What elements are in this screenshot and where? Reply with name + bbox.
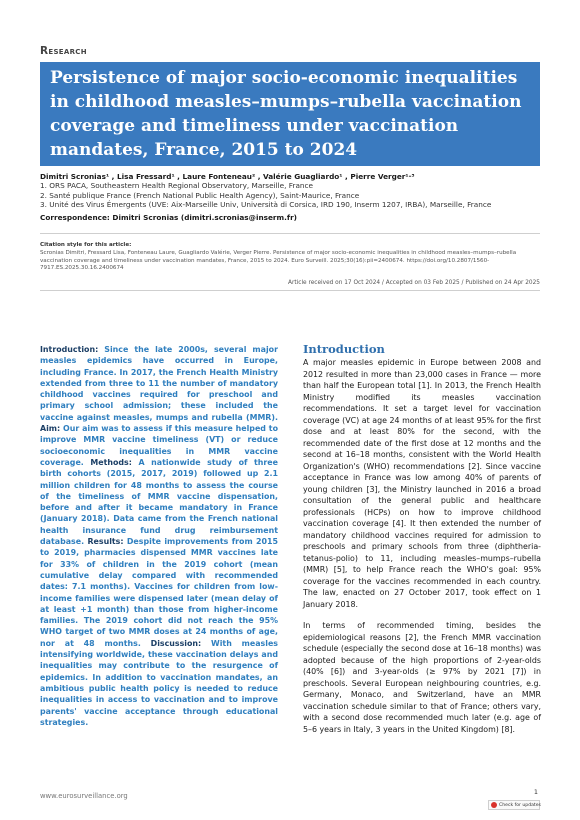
abstract-results-label: Results: xyxy=(87,537,124,547)
citation-heading: Citation style for this article: xyxy=(40,242,132,248)
divider xyxy=(40,233,540,234)
abstract-introduction-text: Since the late 2000s, several major measles epidemics have occurred in Europe, including France. In 2017, the French Health Ministry extended from three to 11 the number of mandatory childhood vaccines required for preschool and primary school admission; these included the vaccine against measles, mumps and rubella (MMR). xyxy=(40,345,278,422)
abstract-methods-text: A nationwide study of three birth cohorts (2015, 2017, 2019) followed up 2.1 million children for 48 months to assess the course of the timeliness of MMR vaccine dispensation, before and after it became mandatory in France (January 2018). Data came from the French national health insurance fund drug reimbursement database. xyxy=(40,457,278,547)
introduction-heading: Introduction xyxy=(303,342,385,356)
abstract-discussion-text: With measles intensifying worldwide, these vaccination delays and inequalities may contribute to the resurgence of epidemics. In addition to vaccination mandates, an ambitious public health policy is needed to reduce inequalities in access to vaccination and to improve parents' vaccine acceptance through educational strategies. xyxy=(40,638,278,727)
affiliation-3: 3. Unité des Virus Émergents (UVE: Aix-Marseille Univ, Università di Corsica, IRD 190, Inserm 1207, IRBA), Marseille, France xyxy=(40,200,492,209)
abstract-discussion-label: Discussion: xyxy=(150,638,202,648)
introduction-paragraph-2: In terms of recommended timing, besides the epidemiological reasons [2], the French MMR vaccination schedule (especially the second dose at 16–18 months) was adopted because of the high proportions of 2-year-olds (40% [6]) and 3-year-olds (≥ 97% by 2021 [7]) in preschools. Several European neighbouring countries, e.g. Germany, Monaco, and Switzerland, have an MMR vaccination schedule similar to that of France; others vary, with a second dose recommended much later (e.g. age of 5–6 years in Italy, 3 years in the United Kingdom) [8]. xyxy=(303,621,541,734)
affiliation-list xyxy=(40,181,491,210)
footer-url-link[interactable]: www.eurosurveillance.org xyxy=(40,792,128,800)
introduction-paragraph-1: A major measles epidemic in Europe between 2008 and 2012 resulted in more than 23,000 cases in France — more than half the European total [1]. In 2013, the French Health Ministry modified its measles vaccination recommendations. It set a target level for vaccination coverage (VC) at age 24 months of at least 95% for the first dose and at least 80% for the second, with the recommended date of the first dose at 12 months and the second at 16–18 months, consistent with the World Health Organization's (WHO) recommendations [2]. Since vaccine acceptance in France was low among 40% of parents of young children [3], the Ministry launched in 2016 a broad consultation of the general public and healthcare professionals (HCPs) on how to improve childhood vaccination coverage [4]. It then extended the number of mandatory childhood vaccines required for admission to preschools and primary schools from three (diphtheria-tetanus-polio) to 11, including measles–mumps–rubella (MMR) [5], to help France reach the WHO's goal: 95% coverage for the vaccines recommended in each country. The law, enacted on 27 October 2017, took effect on 1 January 2018. xyxy=(303,358,541,609)
section-label: Research xyxy=(40,45,87,57)
check-for-updates-label: Check for updates xyxy=(499,802,541,808)
affiliation-2: 2. Santé publique France (French National Public Health Agency), Saint-Maurice, France xyxy=(40,190,360,200)
article-dates: Article received on 17 Oct 2024 / Accepted on 03 Feb 2025 / Published on 24 Apr 2025 xyxy=(288,280,540,286)
introduction-body xyxy=(303,357,541,745)
abstract-aim-text: Our aim was to assess if this measure helped to improve MMR vaccine timeliness (VT) or reduce socioeconomic inequalities in MMR vaccine coverage. xyxy=(40,424,278,467)
abstract-results-text: Despite improvements from 2015 to 2019, pharmacies dispensed MMR vaccines late for 33% of children in the 2019 cohort (mean cumulative delay compared with recommended dates: 7.1 months). Vaccines for children from low-income families were dispensed later (mean delay of at least +1 month) than those from higher-income families. The 2019 cohort did not reach the 95% WHO target of two MMR doses at 24 months of age, nor at 48 months. xyxy=(40,537,278,648)
update-icon xyxy=(491,802,497,808)
page-number: 1 xyxy=(533,788,538,796)
check-for-updates-button[interactable] xyxy=(488,800,540,810)
abstract-aim-label: Aim: xyxy=(40,424,61,434)
citation-text: Scronias Dimitri, Fressard Lisa, Fonteneau Laure, Guagliardo Valérie, Verger Pierre. Persistence of major socio-economic inequalities in childhood measles–mumps–rubella vaccination coverage and timeliness under vaccination mandates, France, 2015 to 2024. Euro Surveill. 2025;30(16):pii=2400674. https://doi.org/10.2807/1560-7917.ES.2025.30.16.2400674 xyxy=(40,250,517,271)
correspondence: Correspondence: Dimitri Scronias (dimitri.scronias@inserm.fr) xyxy=(40,213,298,222)
affiliation-1: 1. ORS PACA, Southeastern Health Regional Observatory, Marseille, France xyxy=(40,181,314,190)
article-title: Persistence of major socio-economic inequalities in childhood measles–mumps–rubella vaccination coverage and timeliness under vaccination mandates, France, 2015 to 2024 xyxy=(50,68,522,160)
author-list: Dimitri Scronias¹ , Lisa Fressard¹ , Laure Fonteneau² , Valérie Guagliardo¹ , Pierre Verger¹·³ xyxy=(40,172,415,181)
title-banner xyxy=(40,62,540,166)
abstract-introduction-label: Introduction: xyxy=(40,345,99,354)
abstract-methods-label: Methods: xyxy=(90,457,132,467)
abstract xyxy=(40,344,278,728)
divider xyxy=(40,290,540,291)
